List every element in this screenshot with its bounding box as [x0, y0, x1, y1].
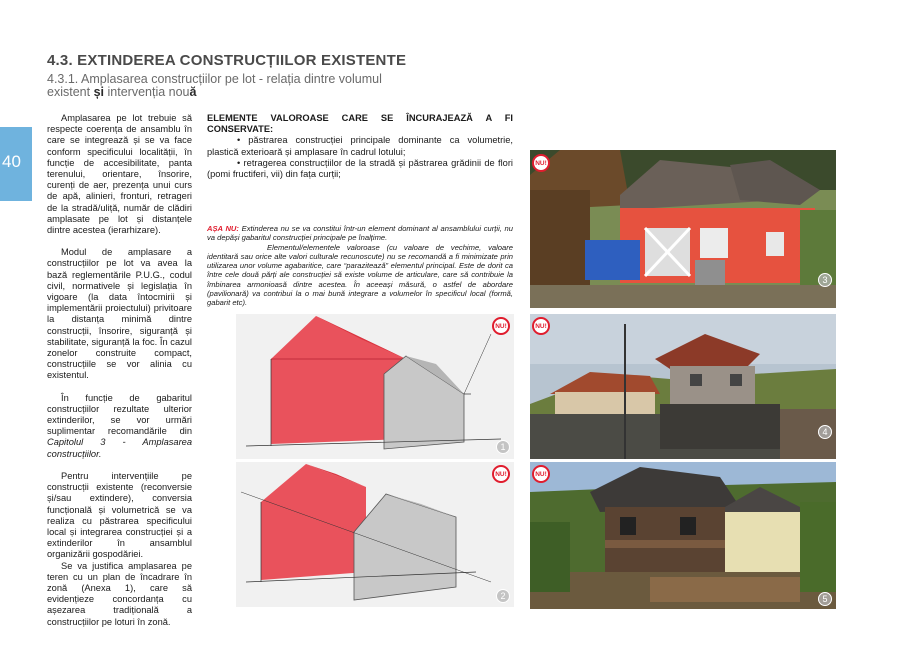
figure-number: 4: [818, 425, 832, 439]
page-title: 4.3. EXTINDEREA CONSTRUCȚIILOR EXISTENTE: [47, 52, 407, 69]
house-photo-3: [530, 150, 836, 308]
sketch-figure-1: [236, 314, 514, 459]
sketch-drawing-2: [236, 462, 514, 607]
subtitle-conjunction: și: [93, 85, 105, 99]
chapter-reference: Capitolul 3 - Amplasarea construcțiilor.: [47, 437, 192, 459]
subtitle-text: 4.3.1. Amplasarea construcțiilor pe lot - relația dintre volumul existent: [47, 72, 382, 99]
paragraph-gabarit: [47, 393, 192, 460]
figure-number: 2: [496, 589, 510, 603]
nu-badge: NU!: [492, 465, 510, 483]
paragraph-justificare: Se va justifica amplasarea pe teren cu un plan de încadrare în zonă (Anexa 1), care să evidențieze concordanța cu așezarea tradițională a construcțiilor pe loturi în zonă.: [47, 560, 192, 627]
photo-5: [530, 462, 836, 609]
figure-number: 5: [818, 592, 832, 606]
section-heading: ELEMENTE VALOROASE CARE SE ÎNCURAJEAZĂ A FI CONSERVATE:: [207, 113, 513, 135]
asa-nu-note: [207, 224, 513, 308]
asa-nu-label: AȘA NU:: [207, 224, 239, 233]
page-subtitle: [47, 73, 407, 99]
paragraph-interventii: Pentru intervențiile pe construcții existente (reconversie și/sau extindere), conversia funcțională și volumetrică se va realiza cu păstrarea specificului local și integrarea construcției și a extinderilor în ansamblul organizării gospodăriei.: [47, 470, 192, 560]
figure-number: 1: [496, 440, 510, 454]
paragraph-mod-amplasare: Modul de amplasare a construcțiilor pe lot va avea la bază reglementările P.U.G., codul civil, normativele și legislația în vigoare (la data întocmirii și implementării proiectului) privitoare la distanța minimă dintre construcții, însorire, siguranță și stabilitate, siguranță la foc. În cazul zonelor construite compact, construcțiile se vor alinia cu existentul.: [47, 247, 192, 381]
nu-badge: NU!: [532, 465, 550, 483]
sketch-figure-2: [236, 462, 514, 607]
paragraph-amplasare: Amplasarea pe lot trebuie să respecte coerența de ansamblu în care se integrează și se va face conform specificului localității, în funcție de accesibilitate, panta terenului, orientare, însorire, curenți de aer, prezența unui curs de apă, alinieri, fronturi, retrageri de la stradă/uliță, număr de clădiri amplasate pe lot și distanțele dintre acestea (ierarhizare).: [47, 113, 192, 236]
gabarit-text: În funcție de gabaritul construcțiilor rezultate ulterior extinderilor, se vor urmări suplimentar recomandările din: [47, 392, 192, 437]
house-photo-4: [530, 314, 836, 459]
asa-nu-text-1: Extinderea nu se va constitui într-un element dominant al ansamblului curții, nu va depăși gabaritul construcției principale pe înalțime.: [207, 224, 513, 243]
figure-number: 3: [818, 273, 832, 287]
photo-4: [530, 314, 836, 459]
bullet-item: • păstrarea construcției principale dominante ca volumetrie, plastică exterioară și amplasare în cadrul lotului;: [207, 135, 513, 157]
asa-nu-text-2: Elementul/elementele valoroase (cu valoare de vechime, valoare identitară sau orice alte valori culturale recunoscute) nu se recomandă a fi minimizate prin utilizarea unor volume agabaritice, care “parazitează” elementul principal. Este de dorit ca între cele două părți ale construcției să existe volume de articulare, care să contribuie la îmbinarea armonioasă dintre acestea. În aceeași măsură, o astfel de abordare (pavilionară) va contribui la o mai bună integrare a volumelor în specificul local (formă, gabarit etc).: [207, 242, 513, 308]
nu-badge: NU!: [532, 154, 550, 172]
house-photo-5: [530, 462, 836, 609]
bullet-item: • retragerea construcțiilor de la stradă și păstrarea grădinii de flori (pomi fructiferi, vii) din fața curții;: [207, 157, 513, 180]
right-text-column: [207, 113, 513, 180]
subtitle-end: intervenția nou: [107, 85, 190, 99]
page-number: 40: [2, 152, 21, 171]
photo-3: [530, 150, 836, 308]
nu-badge: NU!: [532, 317, 550, 335]
subtitle-last-letter: ă: [189, 85, 197, 99]
left-column: [47, 113, 192, 639]
sketch-drawing-1: [236, 314, 514, 459]
nu-badge: NU!: [492, 317, 510, 335]
